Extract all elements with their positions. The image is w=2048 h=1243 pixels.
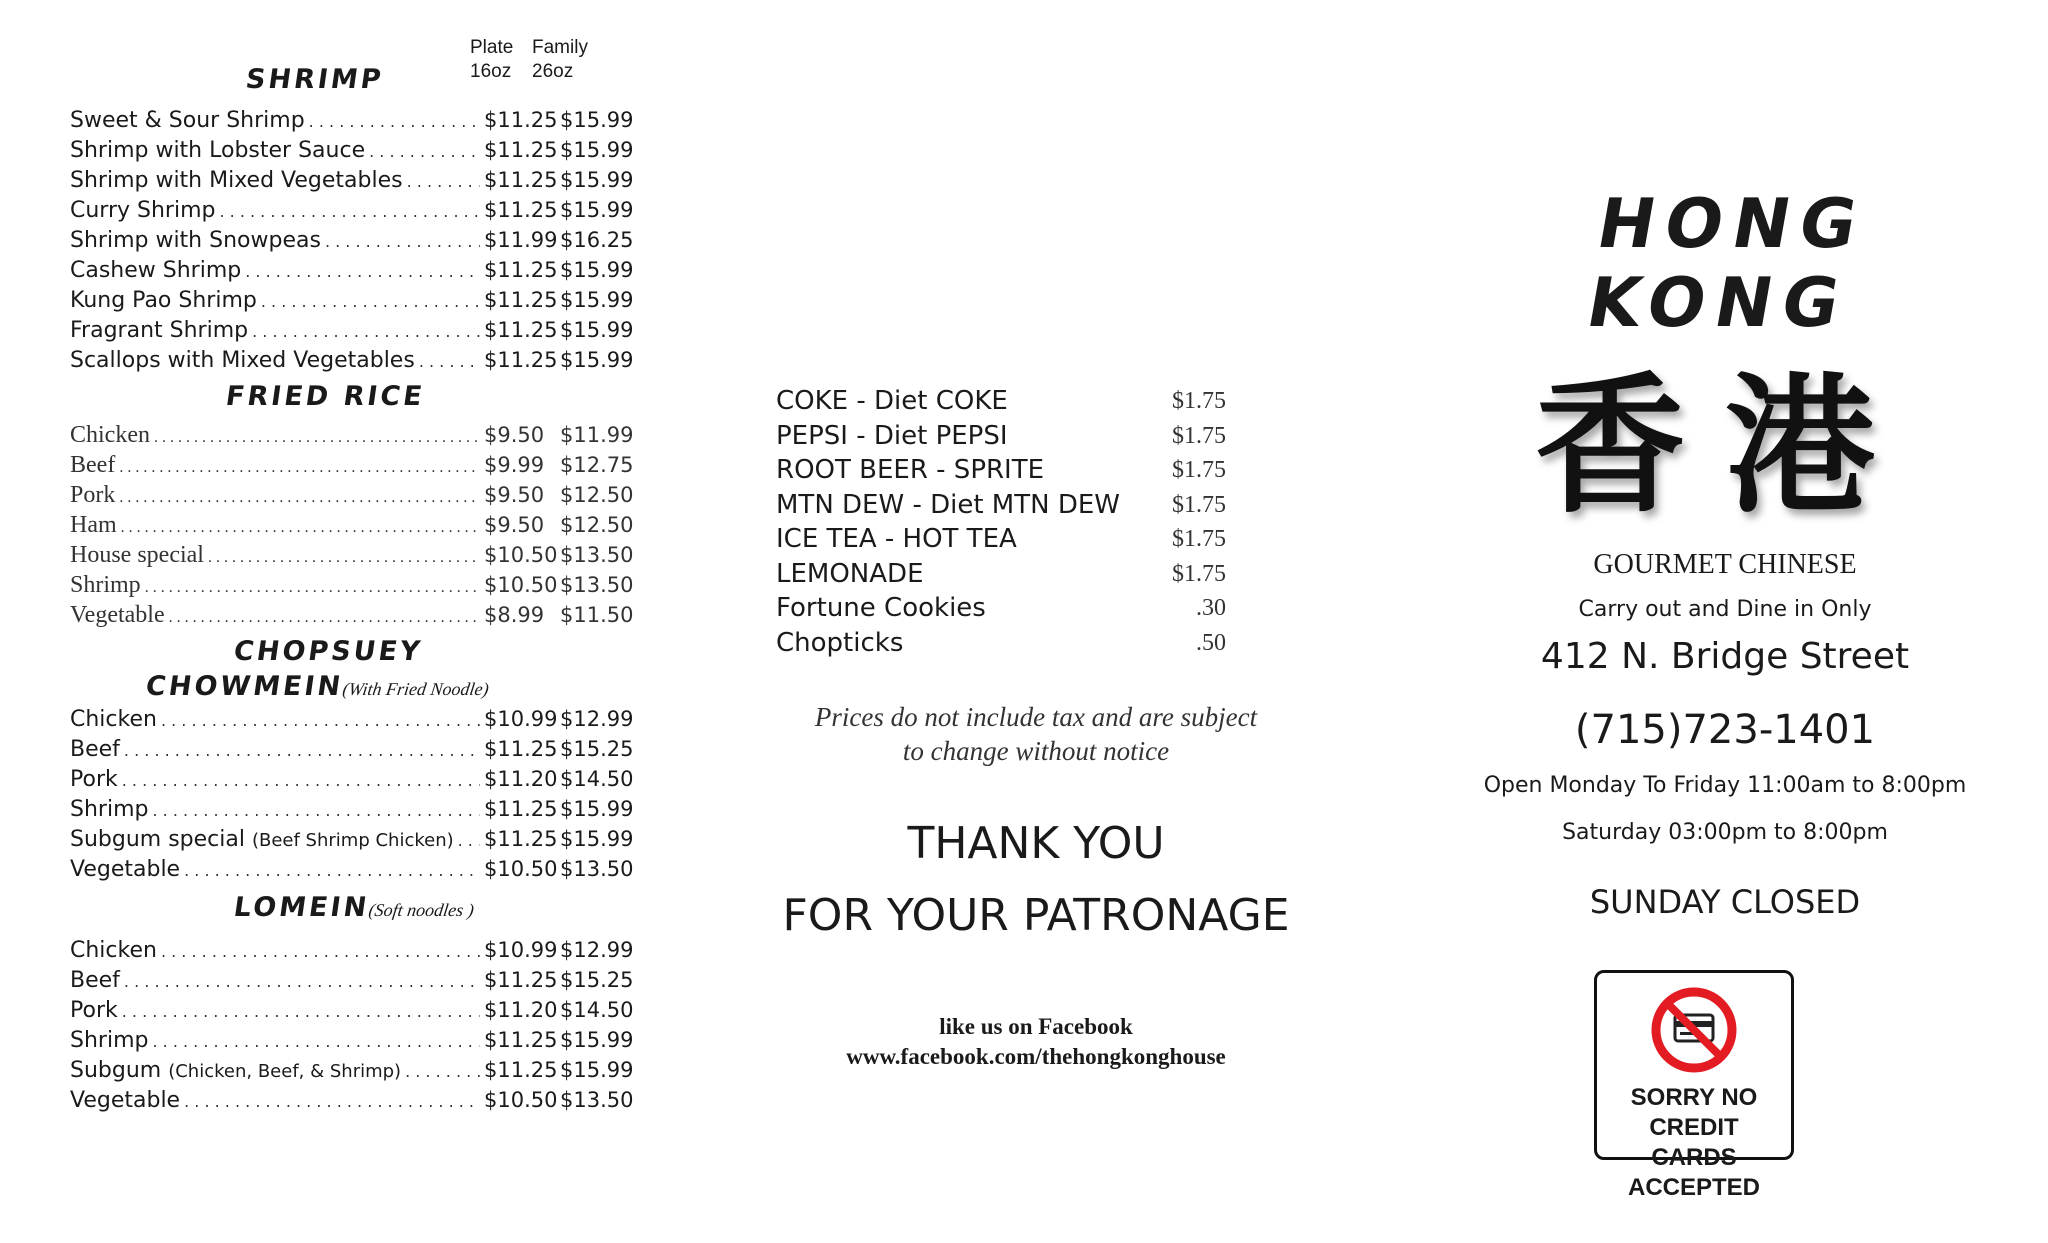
dot-leader <box>121 510 480 543</box>
dot-leader <box>169 600 480 633</box>
menu-middle-column <box>776 384 1296 1072</box>
dot-leader <box>119 480 480 513</box>
shrimp-item-name <box>70 166 403 196</box>
shrimp-plate-price: $11.25 <box>484 198 558 222</box>
shrimp-item-name <box>70 136 365 166</box>
chopsuey-item <box>70 734 634 764</box>
fried_rice-item-name <box>70 540 204 570</box>
facebook-url[interactable]: www.facebook.com/thehongkonghouse <box>846 1044 1226 1069</box>
sunday-closed: SUNDAY CLOSED <box>1589 883 1861 921</box>
shrimp-family-price: $16.25 <box>560 228 634 252</box>
phone-number[interactable]: (715)723-1401 <box>1574 707 1876 753</box>
lomein-item <box>70 1085 634 1115</box>
shrimp-item-name <box>70 106 305 136</box>
chopsuey-family-price: $15.99 <box>560 797 634 821</box>
shrimp-item-label: Sweet & Sour Shrimp <box>70 108 305 133</box>
drink-name: PEPSI - Diet PEPSI <box>776 420 1008 451</box>
plate-size: 16oz <box>470 61 512 82</box>
drink-item <box>776 384 1296 419</box>
chopsuey-item-name <box>70 765 118 795</box>
lomein-item <box>70 995 634 1025</box>
dot-leader <box>161 705 480 736</box>
no-credit-line2: CARDS ACCEPTED <box>1627 1144 1760 1201</box>
fried_rice-item-label: Pork <box>70 482 116 508</box>
chopsuey-item-label: Vegetable <box>70 857 181 882</box>
fried_rice-plate-price: $9.50 <box>484 513 545 537</box>
fried_rice-item <box>70 420 634 450</box>
fried_rice-family-price: $12.50 <box>560 483 634 507</box>
dot-leader <box>124 966 480 997</box>
tagline: GOURMET CHINESE <box>1593 549 1857 580</box>
lomein-note: (Soft noodles ) <box>367 900 476 920</box>
chopsuey-section-title: CHOPSUEY <box>231 636 425 667</box>
thank-you-line2: FOR YOUR PATRONAGE <box>782 890 1290 941</box>
price-notice-line1: Prices do not include tax and are subject <box>814 702 1258 732</box>
fried_rice-item-name <box>70 570 141 600</box>
drink-name: Fortune Cookies <box>776 593 986 623</box>
lomein-family-price: $12.99 <box>560 938 634 962</box>
chopsuey-plate-price: $11.25 <box>484 827 558 851</box>
chopsuey-item-name <box>70 855 180 885</box>
lomein-item-name <box>70 996 118 1026</box>
lomein-family-price: $14.50 <box>560 998 634 1022</box>
shrimp-item <box>70 195 634 225</box>
drink-price: $1.75 <box>1172 388 1226 414</box>
lomein-item-name <box>70 1086 180 1116</box>
fried_rice-family-price: $11.99 <box>560 423 634 447</box>
shrimp-plate-price: $11.25 <box>484 258 558 282</box>
drink-item <box>776 626 1296 661</box>
fried_rice-family-price: $12.75 <box>560 453 634 477</box>
fried-rice-section-title: FRIED RICE <box>223 381 427 412</box>
chopsuey-item-name <box>70 705 157 735</box>
restaurant-name: HONG KONG <box>1580 185 1873 343</box>
chopsuey-item <box>70 824 634 854</box>
chopsuey-item-label: Pork <box>70 767 118 792</box>
fried_rice-item-label: Shrimp <box>70 572 141 598</box>
dot-leader <box>122 765 480 796</box>
address: 412 N. Bridge Street <box>1540 636 1910 677</box>
chopsuey-item <box>70 854 634 884</box>
lomein-plate-price: $10.99 <box>484 938 558 962</box>
thank-you-line1: THANK YOU <box>907 818 1165 869</box>
chopsuey-plate-price: $10.99 <box>484 707 558 731</box>
dot-leader <box>184 855 480 886</box>
dot-leader <box>119 450 480 483</box>
lomein-item <box>70 1025 634 1055</box>
shrimp-plate-price: $11.25 <box>484 288 558 312</box>
dot-leader <box>407 166 480 197</box>
lomein-item-label: Beef <box>70 968 120 993</box>
lomein-family-price: $13.50 <box>560 1088 634 1112</box>
drink-name: COKE - Diet COKE <box>776 386 1008 416</box>
chopsuey-family-price: $15.99 <box>560 827 634 851</box>
lomein-item-label: Shrimp <box>70 1028 149 1053</box>
shrimp-plate-price: $11.25 <box>484 168 558 192</box>
drink-price: .30 <box>1196 595 1226 621</box>
shrimp-item-label: Shrimp with Snowpeas <box>70 228 321 253</box>
shrimp-item-label: Fragrant Shrimp <box>70 318 249 343</box>
chopsuey-plate-price: $11.25 <box>484 797 558 821</box>
fried_rice-plate-price: $9.50 <box>484 483 545 507</box>
shrimp-family-price: $15.99 <box>560 198 634 222</box>
fried_rice-plate-price: $8.99 <box>484 603 545 627</box>
shrimp-item-label: Shrimp with Mixed Vegetables <box>70 168 403 193</box>
fried_rice-family-price: $12.50 <box>560 513 634 537</box>
lomein-item <box>70 965 634 995</box>
drink-item <box>776 591 1296 626</box>
lomein-plate-price: $11.25 <box>484 968 558 992</box>
dot-leader <box>261 286 480 317</box>
fried_rice-plate-price: $9.99 <box>484 453 545 477</box>
drink-item <box>776 522 1296 557</box>
dot-leader <box>219 196 480 227</box>
chopsuey-plate-price: $11.25 <box>484 737 558 761</box>
shrimp-item-name <box>70 256 241 286</box>
thank-you-message <box>776 808 1296 952</box>
lomein-family-price: $15.99 <box>560 1058 634 1082</box>
fried_rice-item-label: Beef <box>70 452 116 478</box>
drink-price: $1.75 <box>1172 560 1226 587</box>
shrimp-item-name <box>70 196 215 226</box>
shrimp-item-label: Curry Shrimp <box>70 198 216 223</box>
family-size: 26oz <box>532 61 574 82</box>
chopsuey-item-name <box>70 825 454 856</box>
shrimp-item-label: Shrimp with Lobster Sauce <box>70 138 366 163</box>
chopsuey-family-price: $14.50 <box>560 767 634 791</box>
lomein-list <box>70 935 634 1115</box>
menu-left-column <box>70 36 634 1115</box>
price-notice-line2: to change without notice <box>902 736 1170 766</box>
drink-item <box>776 557 1296 592</box>
dot-leader <box>124 735 480 766</box>
shrimp-plate-price: $11.25 <box>484 138 558 162</box>
saturday-hours: Saturday 03:00pm to 8:00pm <box>1562 820 1888 845</box>
shrimp-section-title: SHRIMP <box>243 64 386 95</box>
fried_rice-item-label: Chicken <box>70 422 150 448</box>
chopsuey-item-name <box>70 795 148 825</box>
weekday-hours: Open Monday To Friday 11:00am to 8:00pm <box>1483 773 1967 798</box>
drink-name: LEMONADE <box>776 558 924 589</box>
lomein-item-label: Chicken <box>70 938 157 963</box>
lomein-plate-price: $11.25 <box>484 1028 558 1052</box>
dot-leader <box>152 1026 480 1057</box>
chopsuey-item-name <box>70 735 120 765</box>
chinese-characters-logo: 香港 <box>1534 358 1915 534</box>
shrimp-family-price: $15.99 <box>560 168 634 192</box>
fried_rice-item <box>70 450 634 480</box>
fried_rice-item-name <box>70 510 117 540</box>
chopsuey-item <box>70 704 634 734</box>
chowmein-note: (With Fried Noodle) <box>341 679 491 699</box>
fried_rice-item-name <box>70 480 115 510</box>
lomein-item-name <box>70 1056 401 1087</box>
fried_rice-item-name <box>70 600 165 630</box>
drink-name: Chopticks <box>776 627 904 658</box>
facebook-text: like us on Facebook <box>939 1014 1133 1039</box>
dot-leader <box>208 540 480 573</box>
lomein-family-price: $15.99 <box>560 1028 634 1052</box>
family-header: Family <box>532 37 588 58</box>
fried_rice-item <box>70 510 634 540</box>
dot-leader <box>154 420 480 453</box>
dot-leader <box>252 316 480 347</box>
drink-name: ROOT BEER - SPRITE <box>776 455 1045 485</box>
price-notice <box>776 700 1296 768</box>
lomein-item-label: Vegetable <box>70 1088 181 1113</box>
fried_rice-plate-price: $9.50 <box>484 423 545 447</box>
drink-price: .50 <box>1196 629 1226 656</box>
fried_rice-item-name <box>70 420 150 450</box>
shrimp-item <box>70 315 634 345</box>
shrimp-item-label: Cashew Shrimp <box>70 258 242 283</box>
shrimp-plate-price: $11.25 <box>484 348 558 372</box>
drink-name: MTN DEW - Diet MTN DEW <box>776 489 1120 520</box>
shrimp-family-price: $15.99 <box>560 318 634 342</box>
lomein-item-label: Subgum <box>70 1058 169 1083</box>
facebook-block <box>776 1012 1296 1072</box>
shrimp-item <box>70 285 634 315</box>
lomein-item <box>70 1055 634 1085</box>
shrimp-item <box>70 135 634 165</box>
plate-header: Plate <box>470 37 514 58</box>
lomein-item-label: Pork <box>70 998 118 1023</box>
chopsuey-item-label: Shrimp <box>70 797 149 822</box>
dot-leader <box>309 106 480 137</box>
lomein-item-name <box>70 936 157 966</box>
dot-leader <box>419 346 480 377</box>
shrimp-family-price: $15.99 <box>560 108 634 132</box>
lomein-item-note: (Chicken, Beef, & Shrimp) <box>168 1061 402 1082</box>
chopsuey-plate-price: $11.20 <box>484 767 558 791</box>
chopsuey-plate-price: $10.50 <box>484 857 558 881</box>
fried_rice-item-name <box>70 450 115 480</box>
fried_rice-family-price: $13.50 <box>560 543 634 567</box>
dot-leader <box>184 1086 480 1117</box>
shrimp-item-name <box>70 316 248 346</box>
lomein-plate-price: $11.20 <box>484 998 558 1022</box>
dot-leader <box>405 1056 480 1087</box>
chopsuey-item-label: Subgum special <box>70 827 252 852</box>
no-credit-card-icon <box>1649 985 1739 1075</box>
shrimp-item-label: Scallops with Mixed Vegetables <box>70 348 415 373</box>
chopsuey-item <box>70 764 634 794</box>
shrimp-family-price: $15.99 <box>560 288 634 312</box>
no-credit-card-sign <box>1594 970 1794 1201</box>
shrimp-item-name <box>70 226 321 256</box>
drink-item <box>776 453 1296 488</box>
shrimp-list <box>70 105 634 375</box>
fried_rice-item-label: House special <box>70 542 204 568</box>
dot-leader <box>369 136 480 167</box>
chopsuey-family-price: $13.50 <box>560 857 634 881</box>
chopsuey-item-note: (Beef Shrimp Chicken) <box>251 830 454 851</box>
dot-leader <box>122 996 480 1027</box>
fried_rice-item <box>70 540 634 570</box>
drink-price: $1.75 <box>1172 422 1226 449</box>
shrimp-family-price: $15.99 <box>560 258 634 282</box>
lomein-family-price: $15.25 <box>560 968 634 992</box>
dot-leader <box>152 795 480 826</box>
drink-item <box>776 488 1296 523</box>
drinks-list <box>776 384 1296 660</box>
shrimp-item <box>70 105 634 135</box>
lomein-plate-price: $10.50 <box>484 1088 558 1112</box>
lomein-plate-price: $11.25 <box>484 1058 558 1082</box>
drink-price: $1.75 <box>1172 491 1226 518</box>
drink-price: $1.75 <box>1172 457 1226 483</box>
chopsuey-item <box>70 794 634 824</box>
shrimp-family-price: $15.99 <box>560 348 634 372</box>
shrimp-item-label: Kung Pao Shrimp <box>70 288 257 313</box>
restaurant-info-column <box>1460 185 1990 921</box>
fried_rice-family-price: $13.50 <box>560 573 634 597</box>
drink-price: $1.75 <box>1172 526 1226 552</box>
dot-leader <box>161 936 480 967</box>
shrimp-item-name <box>70 346 415 376</box>
drink-name: ICE TEA - HOT TEA <box>776 524 1017 554</box>
chowmein-section-title: CHOWMEIN <box>143 671 346 702</box>
shrimp-plate-price: $11.99 <box>484 228 558 252</box>
lomein-item <box>70 935 634 965</box>
shrimp-item-name <box>70 286 257 316</box>
lomein-item-name <box>70 1026 148 1056</box>
fried_rice-family-price: $11.50 <box>560 603 634 627</box>
fried_rice-item-label: Ham <box>70 512 117 538</box>
fried_rice-item <box>70 480 634 510</box>
fried_rice-plate-price: $10.50 <box>484 573 558 597</box>
fried_rice-plate-price: $10.50 <box>484 543 558 567</box>
lomein-item-name <box>70 966 120 996</box>
shrimp-item <box>70 345 634 375</box>
shrimp-plate-price: $11.25 <box>484 318 558 342</box>
shrimp-plate-price: $11.25 <box>484 108 558 132</box>
dot-leader <box>458 825 480 856</box>
dot-leader <box>325 226 480 257</box>
shrimp-family-price: $15.99 <box>560 138 634 162</box>
dot-leader <box>245 256 480 287</box>
fried_rice-item <box>70 600 634 630</box>
chopsuey-item-label: Beef <box>70 737 120 762</box>
chopsuey-family-price: $15.25 <box>560 737 634 761</box>
fried-rice-list <box>70 420 634 630</box>
shrimp-item <box>70 165 634 195</box>
no-credit-line1: SORRY NO CREDIT <box>1630 1084 1758 1141</box>
lomein-section-title: LOMEIN <box>231 892 372 923</box>
drink-item <box>776 419 1296 454</box>
shrimp-item <box>70 255 634 285</box>
shrimp-item <box>70 225 634 255</box>
chopsuey-list <box>70 704 634 884</box>
service-type: Carry out and Dine in Only <box>1578 597 1872 622</box>
fried_rice-item-label: Vegetable <box>70 602 165 628</box>
chopsuey-family-price: $12.99 <box>560 707 634 731</box>
chopsuey-item-label: Chicken <box>70 707 157 732</box>
dot-leader <box>145 570 480 603</box>
fried_rice-item <box>70 570 634 600</box>
